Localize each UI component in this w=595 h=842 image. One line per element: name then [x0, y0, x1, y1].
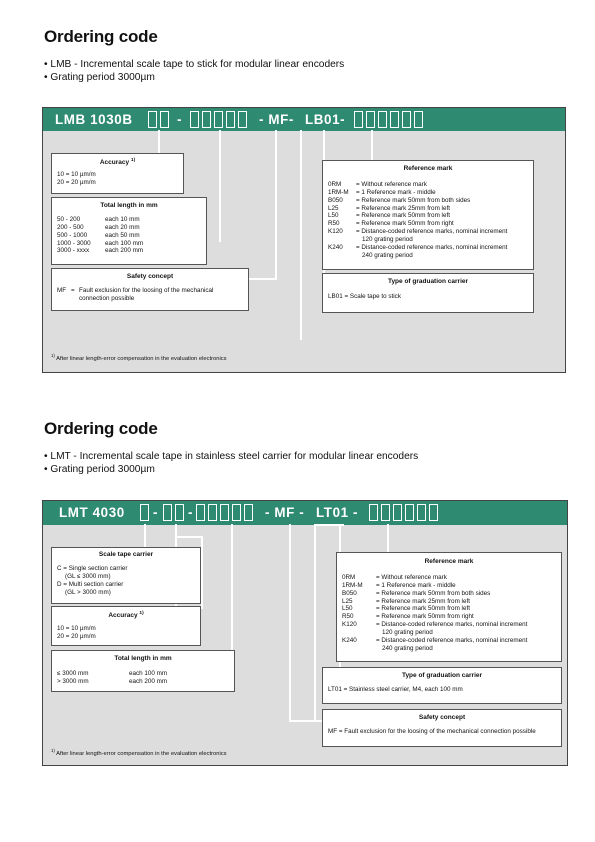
lmb-accuracy-box — [51, 153, 184, 194]
lmb-reference-row: 1RM-M = 1 Reference mark - middle — [328, 188, 436, 196]
lmb-slot-ref-6 — [414, 111, 423, 128]
lmb-accuracy-row: 20 = 20 µm/m — [57, 178, 96, 186]
lmb-slot-ref-4 — [390, 111, 399, 128]
lmt-graduation-box — [322, 667, 562, 704]
lmb-accuracy-footnote-mark: 1) — [130, 158, 136, 163]
lmb-graduation-box — [322, 273, 534, 313]
lmb-reference-box — [322, 160, 534, 270]
lmt-length-row: ≤ 3000 mm each 100 mm — [57, 669, 168, 677]
lmt-slot-ref-4 — [405, 504, 414, 521]
lmb-code-panel — [42, 107, 566, 373]
lmt-connector-length — [231, 524, 233, 651]
lmb-footnote: $^{1)}$ After linear length-error compensation in the evaluation electronics — [51, 353, 227, 362]
lmb-length-title: Total length in mm — [100, 202, 158, 209]
lmt-connector-safety — [289, 524, 291, 722]
lmt-bullet-1: • LMT - Incremental scale tape in stainless steel carrier for modular linear encoders — [44, 451, 419, 462]
lmt-carrier-title: Scale tape carrier — [98, 551, 154, 558]
lmt-slot-ref-1 — [369, 504, 378, 521]
lmt-code-prefix: LMT 4030 — [59, 505, 125, 520]
lmb-graduation-row: LB01 = Scale tape to stick — [328, 292, 401, 300]
lmb-accuracy-row: 10 = 10 µm/m — [57, 171, 96, 179]
lmb-code-dash: - — [177, 112, 183, 127]
lmb-safety-row: connection possible — [79, 294, 135, 302]
lmb-slot-accuracy-1 — [148, 111, 157, 128]
lmb-reference-row: K120 = Distance-coded reference marks, nominal increment — [328, 228, 508, 236]
lmt-reference-box — [336, 552, 562, 662]
lmt-connector-reference — [387, 524, 389, 552]
lmt-slot-ref-2 — [381, 504, 390, 521]
lmb-connector-mf — [300, 130, 302, 340]
lmb-reference-row: 240 grating period — [362, 251, 413, 259]
lmt-accuracy-title: Accuracy — [108, 612, 138, 620]
lmb-slot-ref-3 — [378, 111, 387, 128]
lmt-reference-row: L25 = Reference mark 25mm from left — [342, 597, 470, 605]
lmt-slot-length-1 — [196, 504, 205, 521]
lmt-code-panel — [42, 500, 568, 766]
lmb-bullet-1: • LMB - Incremental scale tape to stick for modular linear encoders — [44, 59, 345, 70]
lmb-length-row: 3000 - xxxx each 200 mm — [57, 247, 144, 255]
lmb-slot-ref-1 — [354, 111, 363, 128]
lmb-slot-length-3 — [214, 111, 223, 128]
lmt-reference-row: R50 = Reference mark 50mm from right — [342, 613, 474, 621]
lmb-slot-length-4 — [226, 111, 235, 128]
lmt-carrier-row: C = Single section carrier — [57, 564, 128, 572]
lmt-code-dash: - — [153, 505, 159, 520]
lmt-accuracy-row: 20 = 20 µm/m — [57, 632, 96, 640]
lmb-reference-title: Reference mark — [403, 165, 453, 172]
lmb-slot-ref-5 — [402, 111, 411, 128]
lmb-safety-box — [51, 268, 249, 311]
lmt-safety-title: Safety concept — [418, 714, 466, 721]
lmb-slot-length-1 — [190, 111, 199, 128]
lmt-code-mf: - MF - — [265, 505, 305, 520]
lmb-connector-reference — [371, 130, 373, 160]
lmt-reference-row: K120 = Distance-coded reference marks, nominal increment — [342, 621, 528, 629]
lmt-code-dash-2: - — [188, 505, 194, 520]
lmt-reference-row: 1RM-M = 1 Reference mark - middle — [342, 581, 456, 589]
lmb-code-band — [43, 108, 565, 131]
lmb-safety-row: MF = Fault exclusion for the loosing of the mechanical — [57, 286, 214, 294]
lmt-reference-row: 0RM = Without reference mark — [342, 573, 447, 581]
lmt-slot-length-5 — [244, 504, 253, 521]
lmb-safety-title: Safety concept — [126, 273, 174, 280]
lmt-slot-ref-6 — [429, 504, 438, 521]
lmb-connector-length — [219, 130, 221, 242]
lmt-carrier-row: (GL ≤ 3000 mm) — [65, 572, 111, 580]
lmb-length-row: 500 - 1000 each 50 mm — [57, 231, 140, 239]
lmt-reference-row: K240 = Distance-coded reference marks, nominal increment — [342, 637, 528, 645]
lmt-accuracy-box — [51, 606, 201, 646]
lmt-reference-row: 120 grating period — [382, 629, 433, 637]
lmb-reference-row: K240 = Distance-coded reference marks, nominal increment — [328, 244, 508, 252]
lmb-slot-length-5 — [238, 111, 247, 128]
lmb-code-lb: LB01- — [305, 112, 346, 127]
lmt-reference-row: B050 = Reference mark 50mm from both sides — [342, 589, 491, 597]
lmb-reference-row: L25 = Reference mark 25mm from left — [328, 204, 450, 212]
lmt-slot-accuracy-2 — [175, 504, 184, 521]
lmt-carrier-row: D = Multi section carrier — [57, 580, 124, 588]
lmt-slot-length-3 — [220, 504, 229, 521]
lmb-accuracy-title: Accuracy — [99, 159, 130, 167]
lmt-connector-mf — [314, 524, 316, 722]
lmt-code-band — [43, 501, 567, 525]
lmb-connector-safety — [275, 130, 277, 280]
lmt-reference-row: 240 grating period — [382, 644, 433, 652]
lmb-slot-accuracy-2 — [160, 111, 169, 128]
lmt-length-title: Total length in mm — [114, 655, 172, 662]
lmb-slot-length-2 — [202, 111, 211, 128]
lmb-length-row: 50 - 200 each 10 mm — [57, 215, 140, 223]
lmt-slot-carrier — [140, 504, 149, 521]
lmb-reference-row: 0RM = Without reference mark — [328, 180, 427, 188]
lmb-connector-accuracy — [158, 130, 160, 153]
lmt-length-row: > 3000 mm each 200 mm — [57, 677, 168, 685]
lmt-slot-ref-5 — [417, 504, 426, 521]
lmb-reference-row: 120 grating period — [362, 236, 413, 244]
lmb-length-row: 200 - 500 each 20 mm — [57, 223, 140, 231]
lmb-length-box — [51, 197, 207, 265]
lmt-footnote: $^{1)}$ After linear length-error compensation in the evaluation electronics — [51, 748, 227, 757]
lmb-length-row: 1000 - 3000 each 100 mm — [57, 239, 144, 247]
lmt-safety-box — [322, 709, 562, 747]
lmt-slot-ref-3 — [393, 504, 402, 521]
lmt-accuracy-footnote-mark: 1) — [139, 611, 144, 616]
lmb-reference-row: B050 = Reference mark 50mm from both sides — [328, 196, 471, 204]
lmb-code-mf: - MF- — [259, 112, 294, 127]
lmb-slot-ref-2 — [366, 111, 375, 128]
lmb-connector-safety-h — [248, 278, 277, 280]
lmt-carrier-row: (GL > 3000 mm) — [65, 588, 111, 596]
lmb-heading: Ordering code — [44, 27, 158, 46]
lmb-code-prefix: LMB 1030B — [55, 112, 133, 127]
lmb-bullet-2: • Grating period 3000µm — [44, 72, 155, 83]
lmt-slot-accuracy-1 — [163, 504, 172, 521]
lmt-safety-row: MF = Fault exclusion for the loosing of the mechanical connection possible — [328, 727, 536, 735]
lmt-reference-title: Reference mark — [424, 558, 474, 565]
lmt-graduation-title: Type of graduation carrier — [401, 672, 483, 679]
lmb-graduation-title: Type of graduation carrier — [387, 278, 469, 285]
lmt-slot-length-2 — [208, 504, 217, 521]
lmt-length-box — [51, 650, 235, 692]
lmt-slot-length-4 — [232, 504, 241, 521]
lmt-bullet-2: • Grating period 3000µm — [44, 464, 155, 475]
lmt-carrier-box — [51, 547, 201, 604]
lmt-reference-row: L50 = Reference mark 50mm from left — [342, 605, 470, 613]
lmb-reference-row: L50 = Reference mark 50mm from left — [328, 212, 450, 220]
lmt-graduation-row: LT01 = Stainless steel carrier, M4, each 100 mm — [328, 685, 463, 693]
lmt-code-lt: LT01 - — [316, 505, 359, 520]
lmt-connector-carrier — [144, 524, 146, 548]
lmt-accuracy-row: 10 = 10 µm/m — [57, 625, 96, 633]
lmb-reference-row: R50 = Reference mark 50mm from right — [328, 220, 454, 228]
lmt-heading: Ordering code — [44, 419, 158, 438]
